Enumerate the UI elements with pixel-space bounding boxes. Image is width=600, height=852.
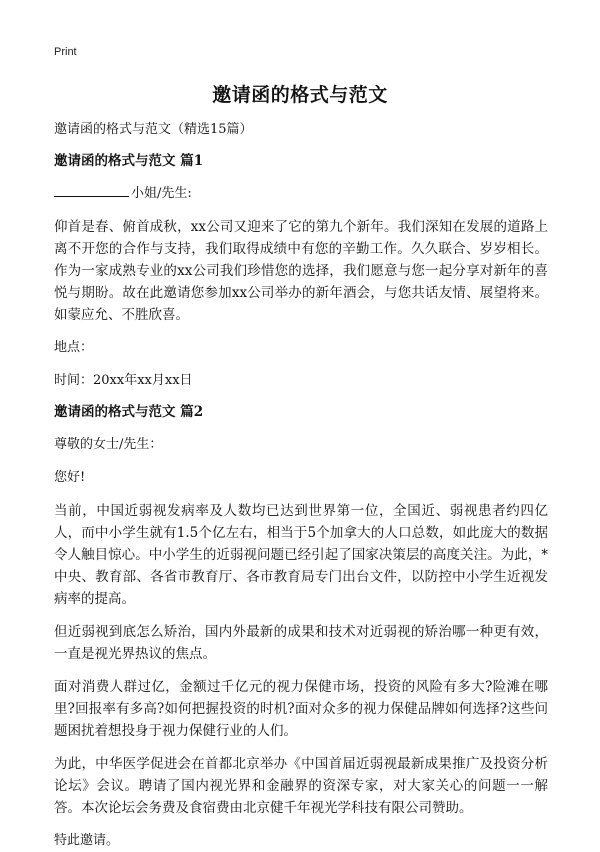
- section-2-salutation: 尊敬的女士/先生：: [54, 437, 163, 452]
- section-2-closing: 特此邀请。: [54, 833, 120, 848]
- section-1-heading: 邀请函的格式与范文 篇1: [54, 153, 204, 169]
- print-label: Print: [54, 46, 77, 58]
- section-2-heading: 邀请函的格式与范文 篇2: [54, 404, 204, 420]
- section-2-paragraph-3: 面对消费人群过亿，金额过千亿元的视力保健市场，投资的风险有多大?险滩在哪里?回报率有多高?如何把握投资的时机?面对众多的视力保健品牌如何选择?这些问题困扰着想投身于视力保健行业的人们。: [54, 679, 548, 739]
- location-label: 地点：: [54, 340, 94, 355]
- time-line: 时间：20xx年xx月xx日: [54, 373, 193, 388]
- salutation-text: 小姐/先生:: [131, 186, 192, 201]
- document-subtitle: 邀请函的格式与范文（精选15篇）: [54, 122, 253, 137]
- section-2-greeting: 您好!: [54, 470, 86, 485]
- name-blank-line: [54, 184, 129, 197]
- document-title: 邀请函的格式与范文: [212, 84, 388, 106]
- document-body: [54, 119, 548, 852]
- section-2-paragraph-4: 为此，中华医学促进会在首都北京举办《中国首届近弱视最新成果推广及投资分析论坛》会议。聘请了国内视光界和金融界的资深专家，对大家关心的问题一一解答。本次论坛会务费及食宿费由北京健千年视光学科技有限公司赞助。: [54, 756, 548, 816]
- section-2-paragraph-2: 但近弱视到底怎么矫治，国内外最新的成果和技术对近弱视的矫治哪一种更有效，一直是视光界热议的焦点。: [54, 624, 548, 662]
- section-2-paragraph-1: 当前，中国近弱视发病率及人数均已达到世界第一位，全国近、弱视患者约四亿人，而中小学生就有1.5个亿左右，相当于5个加拿大的人口总数，如此庞大的数据令人触目惊心。中小学生的近弱视问题已经引起了国家决策层的高度关注。为此，*中央、教育部、各省市教育厅、各市教育局专门出台文件，以防控中小学生近视发病率的提高。: [54, 503, 548, 607]
- section-1-paragraph-1: 仰首是春、俯首成秋，xx公司又迎来了它的第九个新年。我们深知在发展的道路上离不开您的合作与支持，我们取得成绩中有您的辛勤工作。久久联合、岁岁相长。作为一家成熟专业的xx公司我们珍惜您的选择，我们愿意与您一起分享对新年的喜悦与期盼。故在此邀请您参加xx公司举办的新年酒会，与您共话友情、展望将来。如蒙应允、不胜欣喜。: [54, 219, 548, 323]
- section-1-salutation: [54, 183, 548, 205]
